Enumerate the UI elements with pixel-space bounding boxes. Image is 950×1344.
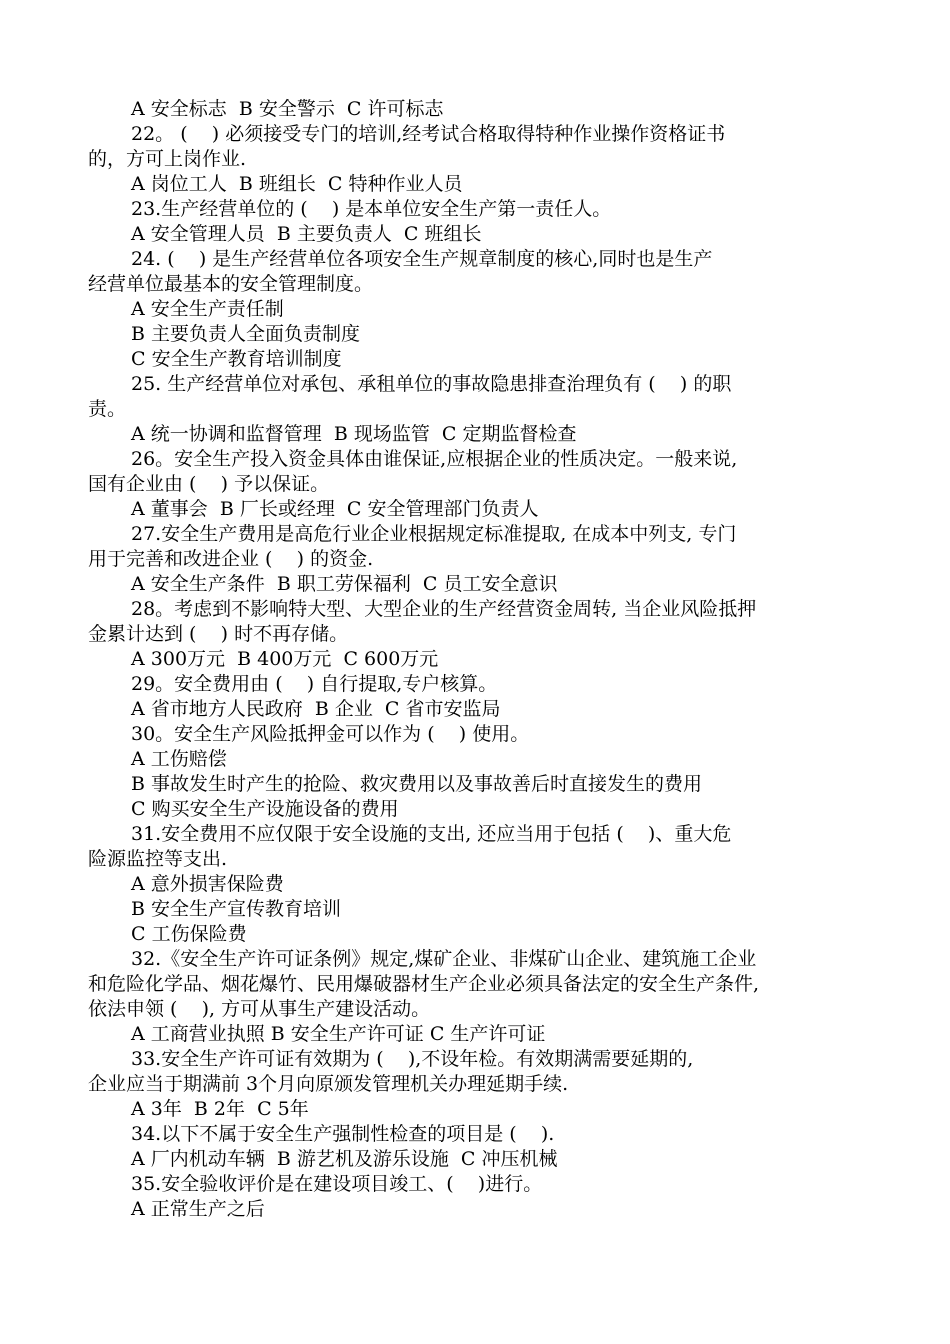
text-line: C 购买安全生产设施设备的费用 xyxy=(131,798,399,820)
text-line: A 意外损害保险费 xyxy=(131,873,284,895)
text-line: 22。 ( ) 必须接受专门的培训,经考试合格取得特种作业操作资格证书 xyxy=(131,123,726,145)
text-line: 27.安全生产费用是高危行业企业根据规定标准提取, 在成本中列支, 专门 xyxy=(131,523,737,545)
text-line: B 安全生产宣传教育培训 xyxy=(131,898,342,920)
text-line: A 董事会 B 厂长或经理 C 安全管理部门负责人 xyxy=(131,498,539,520)
text-line: A 正常生产之后 xyxy=(131,1198,265,1220)
text-line: 28。考虑到不影响特大型、大型企业的生产经营资金周转, 当企业风险抵押 xyxy=(131,598,757,620)
text-line: 25. 生产经营单位对承包、承租单位的事故隐患排查治理负有 ( ) 的职 xyxy=(131,373,732,395)
text-line: C 工伤保险费 xyxy=(131,923,247,945)
text-line: A 安全管理人员 B 主要负责人 C 班组长 xyxy=(131,223,482,245)
text-line: 企业应当于期满前 3个月向原颁发管理机关办理延期手续. xyxy=(88,1073,569,1095)
text-line: 30。安全生产风险抵押金可以作为 ( ) 使用。 xyxy=(131,723,530,745)
text-line: 金累计达到 ( ) 时不再存储。 xyxy=(88,623,349,645)
text-line: 经营单位最基本的安全管理制度。 xyxy=(88,273,374,295)
text-line: A 安全生产条件 B 职工劳保福利 C 员工安全意识 xyxy=(131,573,558,595)
text-line: 依法申领 ( ), 方可从事生产建设活动。 xyxy=(88,998,431,1020)
text-line: 和危险化学品、烟花爆竹、民用爆破器材生产企业必须具备法定的安全生产条件, xyxy=(88,973,760,995)
text-line: A 统一协调和监督管理 B 现场监管 C 定期监督检查 xyxy=(131,423,577,445)
text-line: 32.《安全生产许可证条例》规定,煤矿企业、非煤矿山企业、建筑施工企业 xyxy=(131,948,757,970)
text-line: 的，方可上岗作业. xyxy=(88,148,247,170)
text-line: A 3年 B 2年 C 5年 xyxy=(131,1098,309,1120)
text-line: 35.安全验收评价是在建设项目竣工、( )进行。 xyxy=(131,1173,543,1195)
text-line: 23.生产经营单位的 ( ) 是本单位安全生产第一责任人。 xyxy=(131,198,612,220)
text-line: 33.安全生产许可证有效期为 ( ),不设年检。有效期满需要延期的, xyxy=(131,1048,694,1070)
text-line: A 安全标志 B 安全警示 C 许可标志 xyxy=(131,98,444,120)
text-line: B 主要负责人全面负责制度 xyxy=(131,323,361,345)
text-line: A 岗位工人 B 班组长 C 特种作业人员 xyxy=(131,173,463,195)
text-line: A 工伤赔偿 xyxy=(131,748,227,770)
text-line: A 工商营业执照 B 安全生产许可证 C 生产许可证 xyxy=(131,1023,546,1045)
text-line: 24. ( ) 是生产经营单位各项安全生产规章制度的核心,同时也是生产 xyxy=(131,248,713,270)
text-line: 34.以下不属于安全生产强制性检查的项目是 ( ). xyxy=(131,1123,555,1145)
text-line: C 安全生产教育培训制度 xyxy=(131,348,342,370)
text-line: 责。 xyxy=(88,398,127,420)
text-line: 29。安全费用由 ( ) 自行提取,专户核算。 xyxy=(131,673,498,695)
text-line: A 省市地方人民政府 B 企业 C 省市安监局 xyxy=(131,698,501,720)
text-line: A 300万元 B 400万元 C 600万元 xyxy=(131,648,439,670)
text-line: 用于完善和改进企业 ( ) 的资金. xyxy=(88,548,374,570)
text-line: 31.安全费用不应仅限于安全设施的支出, 还应当用于包括 ( )、重大危 xyxy=(131,823,732,845)
text-line: 26。安全生产投入资金具体由谁保证,应根据企业的性质决定。一般来说, xyxy=(131,448,738,470)
text-line: A 安全生产责任制 xyxy=(131,298,284,320)
text-line: B 事故发生时产生的抢险、救灾费用以及事故善后时直接发生的费用 xyxy=(131,773,703,795)
text-line: 国有企业由 ( ) 予以保证。 xyxy=(88,473,330,495)
text-line: A 厂内机动车辆 B 游艺机及游乐设施 C 冲压机械 xyxy=(131,1148,558,1170)
text-line: 险源监控等支出. xyxy=(88,848,228,870)
